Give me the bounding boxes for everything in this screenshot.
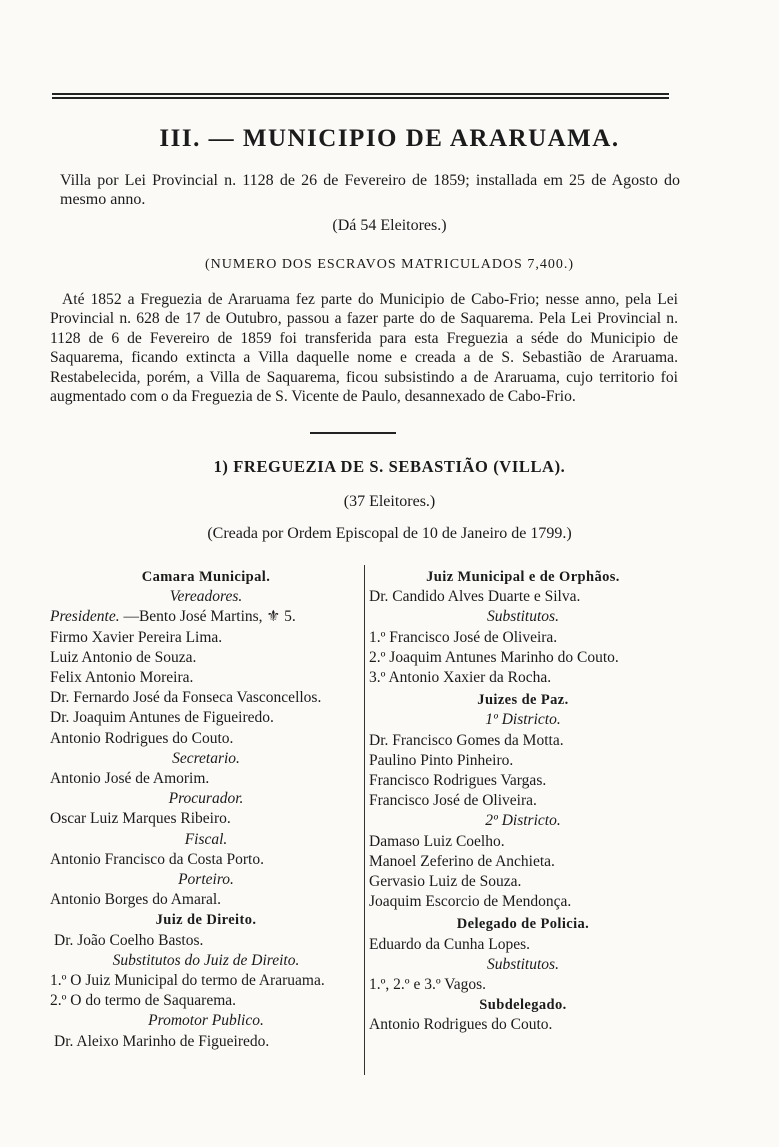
fiscal-name: Antonio Francisco da Costa Porto. — [50, 850, 264, 868]
porteiro-heading: Porteiro. — [178, 871, 234, 889]
vereadores-heading: Vereadores. — [169, 588, 243, 606]
column-divider — [364, 565, 365, 1075]
distrito1-item: Paulino Pinto Pinheiro. — [369, 751, 514, 769]
presidente-line — [50, 607, 362, 627]
distrito1-item: Dr. Francisco Gomes da Motta. — [369, 731, 564, 749]
juiz-municipal-heading: Juiz Municipal e de Orphãos. — [426, 569, 620, 585]
camara-heading: Camara Municipal. — [141, 569, 271, 585]
substitutos-juiz-heading: Substitutos do Juiz de Direito. — [112, 951, 300, 969]
electors-count: (Dá 54 Eleitores.) — [332, 217, 447, 234]
vereador-item: Dr. Fernardo José da Fonseca Vasconcellos. — [50, 689, 322, 707]
vereador-item: Luiz Antonio de Souza. — [50, 648, 197, 666]
right-column — [369, 567, 677, 1036]
page-title: III. — MUNICIPIO DE ARARUAMA. — [159, 125, 620, 152]
substituto-item: 1.º O Juiz Municipal do termo de Araruama. — [50, 972, 325, 990]
distrito2-item: Gervasio Luiz de Souza. — [369, 873, 522, 891]
procurador-heading: Procurador. — [168, 790, 244, 808]
distrito2-item: Damaso Luiz Coelho. — [369, 832, 505, 850]
parish-title: 1) FREGUEZIA DE S. SEBASTIÃO (VILLA). — [213, 457, 566, 476]
juizes-paz-heading: Juizes de Paz. — [477, 692, 569, 709]
promotor-heading: Promotor Publico. — [148, 1012, 264, 1030]
presidente-name: —Bento José Martins, ⚜ 5. — [119, 608, 296, 626]
parish-electors: (37 Eleitores.) — [343, 493, 436, 510]
distrito1-item: Francisco Rodrigues Vargas. — [369, 772, 547, 790]
substituto-item: 2.º O do termo de Saquarema. — [50, 992, 237, 1010]
subdelegado-heading: Subdelegado. — [479, 997, 567, 1014]
vereador-item: Antonio Rodrigues do Couto. — [50, 729, 234, 747]
substituto-item: 2.º Joaquim Antunes Marinho do Couto. — [369, 648, 619, 666]
distrito2-item: Joaquim Escorcio de Mendonça. — [369, 893, 572, 911]
procurador-name: Oscar Luiz Marques Ribeiro. — [50, 810, 231, 828]
substitutos-heading: Substitutos. — [487, 608, 559, 626]
vereador-item: Dr. Joaquim Antunes de Figueiredo. — [50, 709, 274, 727]
vereador-item: Firmo Xavier Pereira Lima. — [50, 628, 223, 646]
porteiro-name: Antonio Borges do Amaral. — [50, 891, 222, 909]
distrito2-item: Manoel Zeferino de Anchieta. — [369, 852, 555, 870]
secretario-name: Antonio José de Amorim. — [50, 770, 210, 788]
presidente-label: Presidente. — [50, 608, 120, 626]
distrito1-item: Francisco José de Oliveira. — [369, 792, 537, 810]
distrito2-heading: 2º Districto. — [485, 812, 561, 830]
municipio-intro: Villa por Lei Provincial n. 1128 de 26 de Fevereiro de 1859; installada em 25 de Agosto do mesmo anno. — [60, 172, 680, 208]
secretario-heading: Secretario. — [172, 749, 240, 767]
distrito1-heading: 1º Districto. — [485, 711, 561, 729]
slaves-count: (NUMERO DOS ESCRAVOS MATRICULADOS 7,400.) — [204, 257, 574, 272]
vereador-item: Felix Antonio Moreira. — [50, 669, 194, 687]
fiscal-heading: Fiscal. — [184, 830, 228, 848]
juiz-municipal-name: Dr. Candido Alves Duarte e Silva. — [369, 588, 581, 606]
promotor-name: Dr. Aleixo Marinho de Figueiredo. — [54, 1032, 270, 1050]
left-column — [50, 567, 362, 1052]
top-double-rule — [52, 93, 669, 101]
section-divider — [310, 432, 396, 434]
parish-created: (Creada por Ordem Episcopal de 10 de Janeiro de 1799.) — [207, 525, 572, 542]
delegado-name: Eduardo da Cunha Lopes. — [369, 935, 530, 953]
delegado-heading: Delegado de Policia. — [456, 916, 590, 933]
substituto-item: 1.º Francisco José de Oliveira. — [369, 628, 558, 646]
subdelegado-name: Antonio Rodrigues do Couto. — [369, 1016, 553, 1034]
delegado-substitutos: 1.º, 2.º e 3.º Vagos. — [369, 976, 487, 994]
delegado-substitutos-heading: Substitutos. — [487, 955, 559, 973]
juiz-direito-name: Dr. João Coelho Bastos. — [54, 931, 204, 949]
history-paragraph: Até 1852 a Freguezia de Araruama fez parte do Municipio de Cabo-Frio; nesse anno, pela Lei Provincial n. 628 de 17 de Outubro, passou a fazer parte do de Saquarema. Pela Lei Provincial n. 1128 de 6 de Fevereiro de 1859 foi transferida para esta Freguezia a séde do Municipio de Saquarema, ficando extincta a Villa daquelle nome e creada a de S. Sebastião de Araruama. Restabelecida, porém, a Villa de Saquarema, ficou subsistindo a de Araruama, cujo territorio foi augmentado com o da Freguezia de S. Vicente de Paulo, desannexado de Cabo-Frio. — [50, 291, 678, 406]
juiz-direito-heading: Juiz de Direito. — [155, 912, 257, 929]
substituto-item: 3.º Antonio Xaxier da Rocha. — [369, 669, 552, 687]
